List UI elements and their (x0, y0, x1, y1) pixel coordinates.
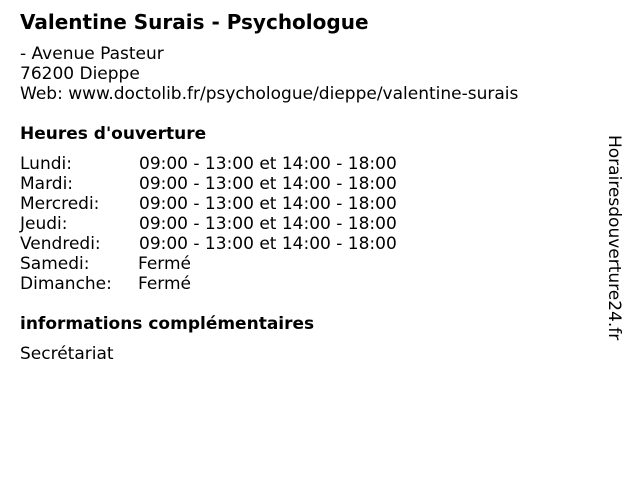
day-label: Lundi: (20, 154, 72, 174)
day-label: Jeudi: (20, 214, 68, 234)
business-title: Valentine Surais - Psychologue (20, 10, 369, 34)
day-label: Vendredi: (20, 234, 101, 254)
time-value: Fermé (138, 274, 192, 294)
hours-row-mercredi (20, 194, 440, 214)
day-label: Mardi: (20, 174, 74, 194)
address-block (20, 44, 518, 104)
day-label: Mercredi: (20, 194, 100, 214)
hours-row-mardi (20, 174, 440, 194)
info-text: Secrétariat (20, 344, 114, 364)
hours-row-dimanche (20, 274, 440, 294)
hours-table (20, 154, 440, 294)
address-street: - Avenue Pasteur (20, 44, 164, 64)
info-heading: informations complémentaires (20, 314, 315, 334)
time-value: 09:00 - 13:00 et 14:00 - 18:00 (139, 234, 397, 254)
time-value: 09:00 - 13:00 et 14:00 - 18:00 (139, 214, 397, 234)
side-brand-text: Horairesdouverture24.fr (604, 135, 624, 341)
address-city: 76200 Dieppe (20, 64, 140, 84)
day-label: Dimanche: (20, 274, 112, 294)
website-line: Web: www.doctolib.fr/psychologue/dieppe/valentine-surais (20, 84, 519, 104)
hours-row-vendredi (20, 234, 440, 254)
hours-row-samedi (20, 254, 440, 274)
time-value: 09:00 - 13:00 et 14:00 - 18:00 (139, 194, 397, 214)
hours-heading: Heures d'ouverture (20, 124, 207, 144)
hours-row-jeudi (20, 214, 440, 234)
hours-row-lundi (20, 154, 440, 174)
time-value: Fermé (138, 254, 192, 274)
time-value: 09:00 - 13:00 et 14:00 - 18:00 (139, 174, 397, 194)
day-label: Samedi: (20, 254, 90, 274)
time-value: 09:00 - 13:00 et 14:00 - 18:00 (139, 154, 397, 174)
